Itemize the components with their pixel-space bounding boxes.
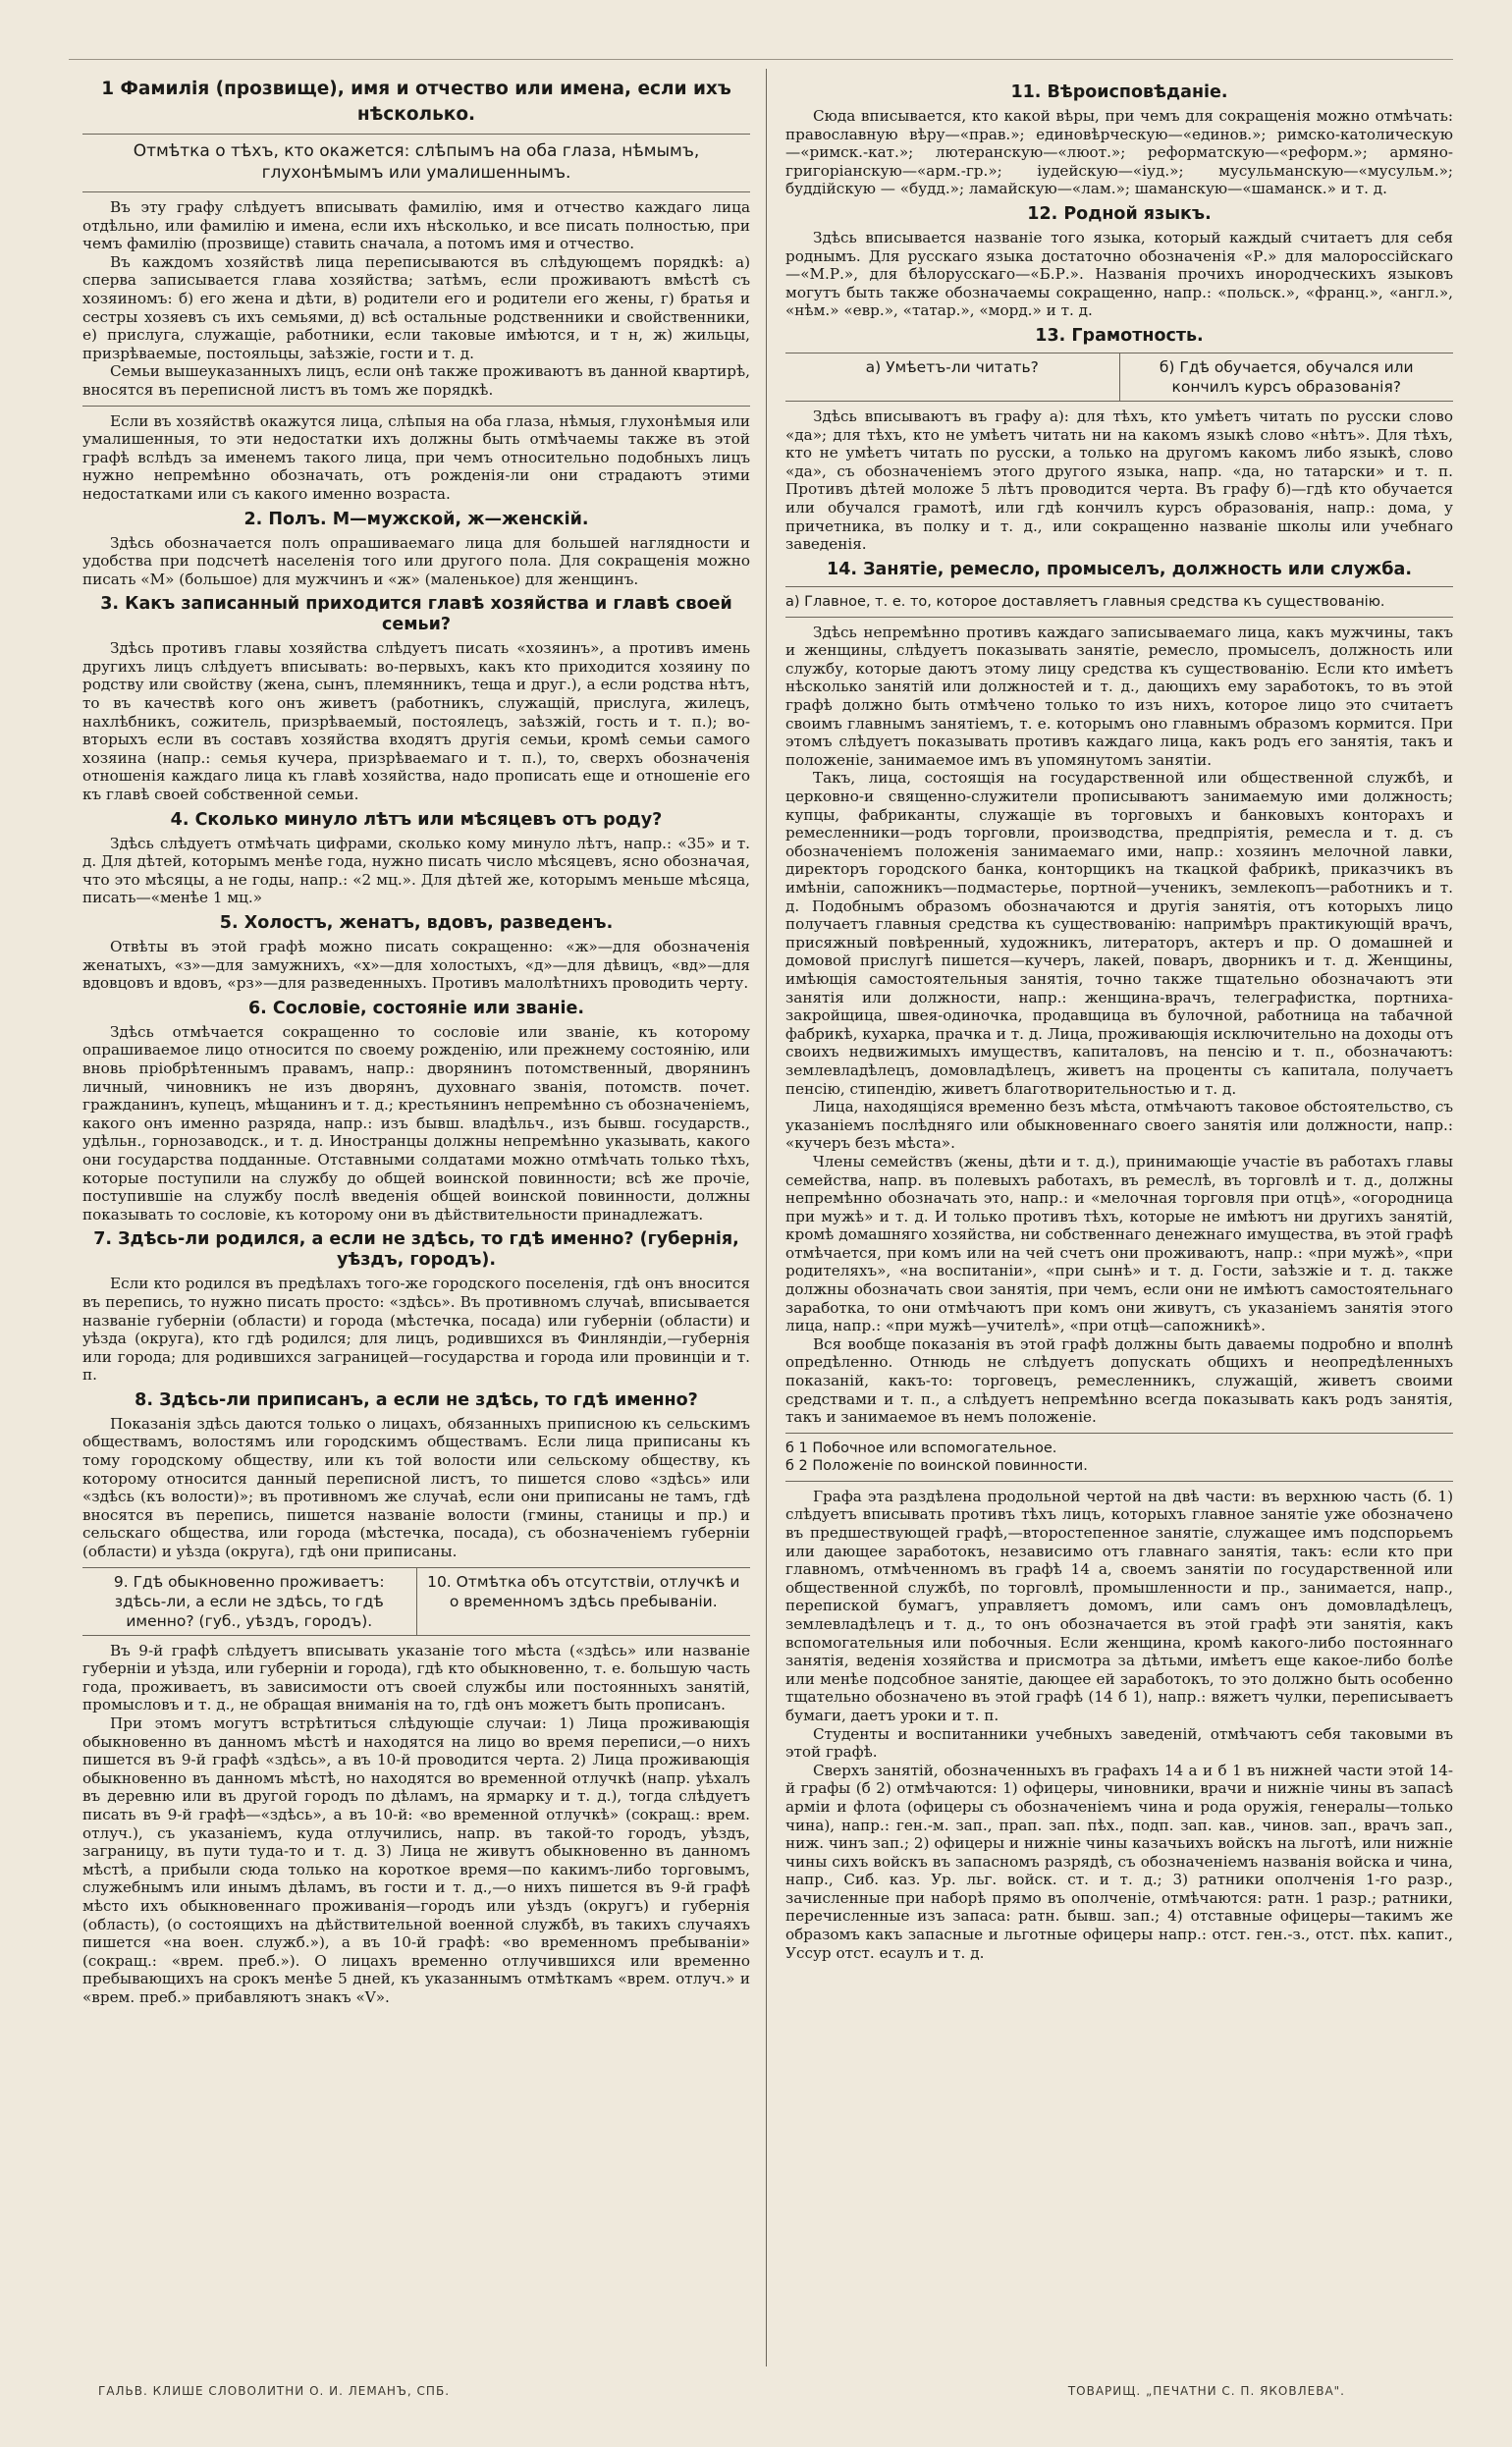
divider	[785, 617, 1453, 618]
section-11-title: 11. Вѣроисповѣданіе.	[1010, 82, 1228, 102]
section-14-b2-heading: б 2 Положеніе по воинской повинности.	[785, 1457, 1088, 1474]
section-3-title: 3. Какъ записанный приходится главѣ хозяйства и главѣ своей семьи?	[100, 594, 732, 635]
divider	[82, 191, 750, 192]
printer-imprint-left: ГАЛЬВ. КЛИШЕ СЛОВОЛИТНИ О. И. ЛЕМАНЪ, СПБ.	[98, 2384, 451, 2398]
section-14-paragraph: Сверхъ занятій, обозначенныхъ въ графахъ 14 а и б 1 въ нижней части этой 14-й графы (б 2) отмѣчаются: 1) офицеры, чиновники, врачи и нижніе чины въ запасѣ арміи и флота (офицеры съ обозначеніемъ чина и рода оружія, генералы—только чина), напр.: ген.-м. зап., прап. зап. пѣх., подп. зап. кав., чинов. зап., врачъ зап., ниж. чинъ зап.; 2) офицеры и нижніе чины казачьихъ войскъ на льготѣ, или нижніе чины сихъ войскъ въ запасномъ разрядѣ, съ обозначеніемъ названія войска и чина, напр., Сиб. каз. Ур. льг. войск. ст. и т. д.; 3) ратники ополченія 1-го разр., зачисленные при наборѣ прямо въ ополченіе, отмѣчаются: ратн. 1 разр.; ратники, перечисленные изъ запаса: ратн. бывш. зап.; 4) отставные офицеры—такимъ же образомъ какъ запасные и льготные офицеры напр.: отст. ген.-з., отст. пѣх. капит., Уссур отст. есаулъ и т. д.	[785, 1761, 1453, 1962]
section-1-paragraph: Если въ хозяйствѣ окажутся лица, слѣпыя на оба глаза, нѣмыя, глухонѣмыя или умалишенныя, то эти недостатки ихъ должны быть отмѣчаемы также въ этой графѣ вслѣдъ за именемъ такого лица, при чемъ относительно подобныхъ лицъ нужно непремѣнно обозначать, отъ рожденія-ли они страдаютъ этими недостатками или съ какого именно возраста.	[82, 411, 750, 503]
section-5-title: 5. Холостъ, женатъ, вдовъ, разведенъ.	[219, 913, 614, 933]
divider	[785, 586, 1453, 587]
divider	[82, 406, 750, 407]
section-13-a: а) Умѣетъ-ли читать?	[865, 357, 1039, 376]
section-14-b1-heading: б 1 Побочное или вспомогательное.	[785, 1440, 1057, 1456]
section-1-title: 1 Фамилія (прозвище), имя и отчество или имена, если ихъ нѣсколько.	[101, 79, 731, 125]
section-12-title: 12. Родной языкъ.	[1027, 203, 1212, 224]
printer-imprint-right: ТОВАРИЩ. „ПЕЧАТНИ С. П. ЯКОВЛЕВА".	[1067, 2384, 1345, 2398]
section-13-subheader	[785, 353, 1453, 402]
section-7-paragraph: Если кто родился въ предѣлахъ того-же городского поселенія, гдѣ онъ вносится въ перепись, то нужно писать просто: «здѣсь». Въ противномъ случаѣ, вписывается названіе губерніи (области) и города (мѣстечка, посада) или губерніи (области) и уѣзда (округа), кто гдѣ родился; для лицъ, родившихся въ Финляндіи,—губернія или города; для родившихся заграницей—государства и города или провинціи и т. п.	[82, 1275, 750, 1385]
section-14-paragraph: Студенты и воспитанники учебныхъ заведеній, отмѣчаютъ себя таковыми въ этой графѣ.	[785, 1724, 1453, 1762]
section-14-title: 14. Занятіе, ремесло, промыселъ, должность или служба.	[827, 559, 1412, 579]
section-9-paragraph: При этомъ могутъ встрѣтиться слѣдующіе случаи: 1) Лица проживающія обыкновенно въ данномъ мѣстѣ и находятся на лицо во время переписи,—о нихъ пишется въ 9-й графѣ «здѣсь», а въ 10-й проводится черта. 2) Лица проживающія обыкновенно въ данномъ мѣстѣ, но находятся во временной отлучкѣ (напр. уѣхалъ въ деревню или въ другой городъ по дѣламъ, на ярмарку и т. д.), тогда слѣдуетъ писать въ 9-й графѣ—«здѣсь», а въ 10-й: «во временной отлучкѣ» (сокращ.: врем. отлуч.), съ указаніемъ, куда отлучились, напр. въ такой-то городъ, уѣздъ, заграницу, въ пути туда-то и т. д. 3) Лица не живутъ обыкновенно въ данномъ мѣстѣ, а прибыли сюда только на короткое время—по какимъ-либо торговымъ, служебнымъ или инымъ дѣламъ, въ гости и т. д.,—о нихъ пишется въ 9-й графѣ мѣсто ихъ обыкновеннаго проживанія—городъ или уѣздъ (округъ) и губернія (область), (о состоящихъ на дѣйствительной военной службѣ, въ такихъ случаяхъ пишется «на воен. служб.»), а въ 10-й графѣ: «во временномъ пребываніи» (сокращ.: «врем. преб.»). О лицахъ временно отлучившихся или временно пребывающихъ на срокъ менѣе 5 дней, къ указаннымъ отмѣткамъ «врем. отлуч.» и «врем. преб.» прибавляютъ знакъ «V».	[82, 1714, 750, 2006]
section-2-paragraph: Здѣсь обозначается полъ опрашиваемаго лица для большей наглядности и удобства при подсчетѣ населенія того или другого пола. Для сокращенія можно писать «М» (большое) для мужчинъ и «ж» (маленькое) для женщинъ.	[82, 533, 750, 588]
section-14-paragraph: Графа эта раздѣлена продольной чертой на двѣ части: въ верхнюю часть (б. 1) слѣдуетъ вписывать противъ тѣхъ лицъ, которыхъ главное занятіе уже обозначено въ предшествующей графѣ,—второстепенное занятіе, служащее имъ подспорьемъ или дающее заработокъ, независимо отъ главнаго занятія, такъ: если кто при главномъ, отмѣченномъ въ графѣ 14 а, своемъ занятіи по государственной или общественной службѣ, по торговлѣ, промышленности и пр., занимается, напр., перепиской бумагъ, управляетъ домомъ, или самъ онъ домовладѣлецъ, землевладѣлецъ и т. д., то онъ обозначается въ этой графѣ эти занятія, какъ вспомогательныя или побочныя. Если женщина, кромѣ какого-либо постояннаго занятія, веденія хозяйства и присмотра за дѣтьми, имѣетъ еще какое-либо болѣе или менѣе подсобное занятіе, дающее ей заработокъ, то это должно быть особенно тщательно обозначено въ этой графѣ (14 б 1), напр.: вяжетъ чулки, переписываетъ бумаги, даетъ уроки и т. п.	[785, 1487, 1453, 1724]
left-column	[82, 77, 750, 2007]
section-7-title: 7. Здѣсь-ли родился, а если не здѣсь, то гдѣ именно? (губернія, уѣздъ, городъ).	[93, 1229, 739, 1271]
section-1-subtitle: Отмѣтка о тѣхъ, кто окажется: слѣпымъ на оба глаза, нѣмымъ, глухонѣмымъ или умалишеннымъ.	[133, 141, 700, 183]
section-13-title: 13. Грамотность.	[1035, 325, 1204, 346]
section-1-paragraph: Въ каждомъ хозяйствѣ лица переписываются въ слѣдующемъ порядкѣ: а) сперва записывается глава хозяйства; затѣмъ, если проживаютъ вмѣстѣ съ хозяиномъ: б) его жена и дѣти, в) родители его и родители его жены, г) братья и сестры хозяевъ съ ихъ семьями, д) всѣ остальные родственники и свойственники, е) прислуга, служащіе, работники, если таковые имѣются, и т н, ж) жильцы, призрѣваемые, постояльцы, заѣзжіе, гости и т. д.	[82, 252, 750, 362]
divider	[785, 1433, 1453, 1434]
section-14-paragraph: Такъ, лица, состоящія на государственной или общественной службѣ, и церковно-и священно-служители прописываютъ занимаемую ими должность; купцы, фабриканты, служащіе въ торговыхъ и банковыхъ конторахъ и ремесленники—родъ торговли, производства, предпріятія, ремесла и т. д. съ обозначеніемъ положенія занимаемаго ими, напр.: хозяинъ мелочной лавки, директоръ городского банка, конторщикъ на ткацкой фабрикѣ, приказчикъ въ имѣніи, сапожникъ—подмастерье, портной—ученикъ, землекопъ—работникъ и т. д. Подобнымъ образомъ обозначаются и другія занятія, отъ которыхъ лицо получаетъ главныя средства къ существованію: напримѣръ практикующій врачъ, присяжный повѣренный, художникъ, литераторъ, актеръ и пр. О домашней и домовой прислугѣ пишется—кучеръ, лакей, поваръ, дворникъ и т. д. Женщины, имѣющія самостоятельныя занятія, точно также тщательно обозначаютъ эти занятія или должности, напр.: женщина-врачъ, телеграфистка, портниха-закройщица, швея-одиночка, продавщица въ булочной, работница на табачной фабрикѣ, кухарка, прачка и т. д. Лица, проживающія исключительно на доходы отъ своихъ недвижимыхъ имуществъ, капиталовъ, на пенсію и т. п., обозначаютъ: землевладѣлецъ, домовладѣлецъ, живетъ на проценты съ капитала, получаетъ пенсію, стипендію, живетъ благотворительностью и т. д.	[785, 769, 1453, 1098]
section-6-paragraph: Здѣсь отмѣчается сокращенно то сословіе или званіе, къ которому опрашиваемое лицо относится по своему рожденію, или прежнему состоянію, или вновь пріобрѣтеннымъ правамъ, напр.: дворянинъ потомственный, дворянинъ личный, чиновникъ не изъ дворянъ, духовнаго званія, потомств. почет. гражданинъ, купецъ, мѣщанинъ и т. д.; крестьянинъ непремѣнно съ обозначеніемъ, какого онъ именно разряда, напр.: изъ бывш. владѣльч., изъ бывш. государств., удѣльн., горнозаводск., и т. д. Иностранцы должны непремѣнно указывать, какого они государства подданные. Отставными солдатами можно отмѣчать только тѣхъ, которые поступили на службу до общей воинской повинности; всѣ же прочіе, поступившіе на службу послѣ введенія общей воинской повинности, должны показывать то сословіе, къ которому они въ дѣйствительности принадлежатъ.	[82, 1022, 750, 1224]
section-6-title: 6. Сословіе, состояніе или званіе.	[248, 998, 584, 1018]
section-14-paragraph: Здѣсь непремѣнно противъ каждаго записываемаго лица, какъ мужчины, такъ и женщины, слѣдуетъ показывать занятіе, ремесло, промыселъ, должность или службу, которые даютъ этому лицу средства къ существованію. Если кто имѣетъ нѣсколько занятій или должностей и т. д., дающихъ ему заработокъ, то въ этой графѣ должно быть отмѣчено только то изъ нихъ, которое лицо это считаетъ своимъ главнымъ занятіемъ, т. е. которымъ оно главнымъ образомъ кормится. При этомъ слѣдуетъ показывать противъ каждаго лица, какъ родъ его занятія, такъ и положеніе, занимаемое имъ въ упомянутомъ занятіи.	[785, 623, 1453, 769]
section-10-title: 10. Отмѣтка объ отсутствіи, отлучкѣ и о временномъ здѣсь пребываніи.	[416, 1568, 751, 1635]
divider	[82, 134, 750, 135]
column-divider	[766, 69, 767, 2366]
section-14-paragraph: Вся вообще показанія въ этой графѣ должны быть даваемы подробно и вполнѣ опредѣленно. Отнюдь не слѣдуетъ допускать общихъ и неопредѣленныхъ показаній, какъ-то: торговецъ, ремесленникъ, служащій, живетъ своими средствами и т. п., а слѣдуетъ непремѣнно всегда показывать какъ родъ занятія, такъ и занимаемое въ немъ положеніе.	[785, 1334, 1453, 1427]
section-13-b: б) Гдѣ обучается, обучался или кончилъ курсъ образованія?	[1119, 353, 1454, 401]
section-14-paragraph: Лица, находящіяся временно безъ мѣста, отмѣчаютъ таковое обстоятельство, съ указаніемъ послѣдняго или обыкновеннаго своего занятія или должности, напр.: «кучеръ безъ мѣста».	[785, 1098, 1453, 1153]
section-9-paragraph: Въ 9-й графѣ слѣдуетъ вписывать указаніе того мѣста («здѣсь» или названіе губерніи и уѣзда, или губерніи и города), гдѣ кто обыкновенно, т. е. большую часть года, проживаетъ, въ зависимости отъ своей службы или постоянныхъ занятій, промысловъ и т. д., не обращая вниманія на то, гдѣ онъ можетъ быть прописанъ.	[82, 1641, 750, 1714]
section-13-paragraph: Здѣсь вписываютъ въ графу а): для тѣхъ, кто умѣетъ читать по русски слово «да»; для тѣхъ, кто не умѣетъ читать ни на какомъ языкѣ слово «нѣтъ». Для тѣхъ, кто не умѣетъ читать по русски, а только на другомъ какомъ либо языкѣ, слово «да», съ обозначеніемъ этого другого языка, напр. «да, но татарски» и т. п. Противъ дѣтей моложе 5 лѣтъ проводится черта. Въ графу б)—гдѣ кто обучается или обучался грамотѣ, или гдѣ кончилъ курсъ образованія, напр.: дома, у причетника, въ полку и т. д., или сокращенно названіе школы или учебнаго заведенія.	[785, 407, 1453, 554]
section-11-paragraph: Сюда вписывается, кто какой вѣры, при чемъ для сокращенія можно отмѣчать: православную вѣру—«прав.»; единовѣрческую—«единов.»; римско-католическую—«римск.-кат.»; лютеранскую—«люот.»; реформатскую—«реформ.»; армяно-григоріанскую—«арм.-гр.»; іудейскую—«іуд.»; мусульманскую—«мусульм.»; буддійскую — «будд.»; ламайскую—«лам.»; шаманскую—«шаманск.» и т. д.	[785, 107, 1453, 198]
right-column	[785, 77, 1453, 1962]
section-9-10-header	[82, 1567, 750, 1636]
section-1-paragraph: Въ эту графу слѣдуетъ вписывать фамилію, имя и отчество каждаго лица отдѣльно, или фамилію и имена, если ихъ нѣсколько, и все писать полностью, при чемъ фамилію (прозвище) ставить сначала, а потомъ имя и отчество.	[82, 198, 750, 253]
section-9-title: 9. Гдѣ обыкновенно проживаетъ: здѣсь-ли, а если не здѣсь, то гдѣ именно? (губ., уѣздъ, городъ).	[113, 1572, 385, 1630]
section-12-paragraph: Здѣсь вписывается названіе того языка, который каждый считаетъ для себя роднымъ. Для русскаго языка достаточно обозначенія «Р.» для малороссійскаго—«М.Р.», для бѣлорусскаго—«Б.Р.». Названія прочихъ инородческихъ языковъ могутъ быть также обозначаемы сокращенно, напр.: «польск.», «франц.», «англ.», «нѣм.» «евр.», «татар.», «морд.» и т. д.	[785, 228, 1453, 320]
section-4-paragraph: Здѣсь слѣдуетъ отмѣчать цифрами, сколько кому минуло лѣтъ, напр.: «35» и т. д. Для дѣтей, которымъ менѣе года, нужно писать число мѣсяцевъ, ясно обозначая, что это мѣсяцы, а не годы, напр.: «2 мц.». Для дѣтей же, которымъ меньше мѣсяца, писать—«менѣе 1 мц.»	[82, 834, 750, 907]
section-4-title: 4. Сколько минуло лѣтъ или мѣсяцевъ отъ роду?	[170, 809, 663, 830]
section-3-paragraph: Здѣсь противъ главы хозяйства слѣдуетъ писать «хозяинъ», а противъ имень другихъ лицъ слѣдуетъ вписывать: во-первыхъ, какъ кто приходится хозяину по родству или свойству (жена, сынъ, племянникъ, теща и друг.), а если родства нѣтъ, то въ качествѣ кого онъ живетъ (работникъ, служащій, прислуга, жилецъ, нахлѣбникъ, сожитель, призрѣваемый, постоялецъ, заѣзжій, гость и т. п.); во-вторыхъ если въ составъ хозяйства входятъ другія семьи, кромѣ семьи самого хозяина (напр.: семья кучера, призрѣваемаго и т. п.), то, сверхъ обозначенія отношенія каждаго лица къ главѣ хозяйства, надо прописать еще и отношеніе его къ главѣ своей собственной семьи.	[82, 639, 750, 804]
section-8-title: 8. Здѣсь-ли приписанъ, а если не здѣсь, то гдѣ именно?	[135, 1389, 698, 1410]
divider	[785, 1481, 1453, 1482]
top-border	[69, 59, 1453, 60]
section-8-paragraph: Показанія здѣсь даются только о лицахъ, обязанныхъ приписною къ сельскимъ обществамъ, волостямъ или городскимъ обществамъ. Если лица приписаны къ тому городскому обществу, или къ той волости или сельскому обществу, къ которому относится данный переписной листъ, то пишется слово «здѣсь» или «здѣсь (къ волости)»; въ противномъ же случаѣ, если они приписаны не тамъ, гдѣ вносятся въ перепись, пишется названіе волости (гмины, станицы и пр.) и сельскаго общества, или города (мѣстечка, посада), съ обозначеніемъ губерніи (области) и уѣзда (округа), гдѣ они приписаны.	[82, 1414, 750, 1561]
section-5-paragraph: Отвѣты въ этой графѣ можно писать сокращенно: «ж»—для обозначенія женатыхъ, «з»—для замужнихъ, «х»—для холостыхъ, «д»—для дѣвицъ, «вд»—для вдовцовъ и вдовъ, «рз»—для разведенныхъ. Противъ малолѣтнихъ проводить черту.	[82, 938, 750, 993]
section-14-paragraph: Члены семействъ (жены, дѣти и т. д.), принимающіе участіе въ работахъ главы семейства, напр. въ полевыхъ работахъ, въ ремеслѣ, въ торговлѣ и т. д., должны непремѣнно обозначать это, напр.: и «мелочная торговля при отцѣ», «огородница при мужѣ» и т. д. И только противъ тѣхъ, которые не имѣютъ ни другихъ занятій, кромѣ домашняго хозяйства, ни собственнаго денежнаго имущества, въ этой графѣ отмѣчается, при комъ или на чей счетъ они проживаютъ, напр.: «при мужѣ», «при родителяхъ», «на воспитаніи», «при сынѣ» и т. д. Гости, заѣзжіе и т. д. также должны обозначать свои занятія, при чемъ, если они не имѣютъ самостоятельнаго заработка, то они отмѣчаютъ при комъ они живутъ, съ указаніемъ занятія этого лица, напр.: «при мужѣ—учителѣ», «при отцѣ—сапожникѣ».	[785, 1152, 1453, 1335]
section-1-paragraph: Семьи вышеуказанныхъ лицъ, если онѣ также проживаютъ въ данной квартирѣ, вносятся въ переписной листъ въ томъ же порядкѣ.	[82, 362, 750, 399]
section-2-title: 2. Полъ. М—мужской, ж—женскій.	[243, 509, 589, 529]
section-14-subtitle: а) Главное, т. е. то, которое доставляетъ главныя средства къ существованію.	[785, 593, 1385, 610]
